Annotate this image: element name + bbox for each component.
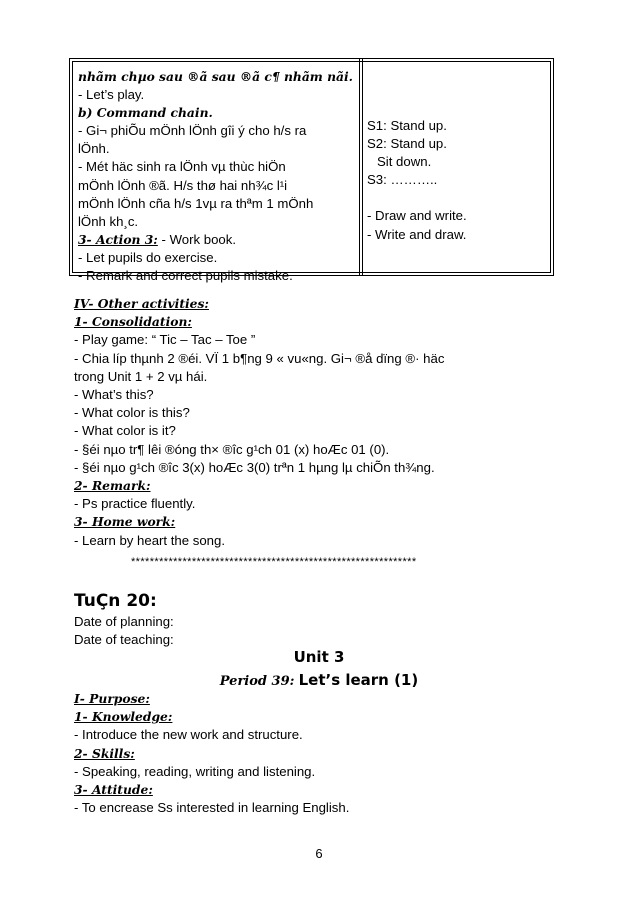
date-of-teaching: Date of teaching:	[74, 632, 174, 648]
table-line: - Write and draw.	[367, 226, 467, 242]
table-line-action	[78, 231, 360, 249]
column-divider-double	[362, 59, 363, 275]
text-line: - Speaking, reading, writing and listening.	[74, 763, 316, 779]
text-line: trong Unit 1 + 2 vµ hái.	[74, 368, 208, 384]
knowledge-heading: 1- Knowledge:	[74, 709, 173, 725]
table-line: Sit down.	[377, 154, 432, 170]
attitude-heading: 3- Attitude:	[74, 782, 153, 798]
text-line: - §éi nµo tr¶ lêi ®óng th× ®îc g¹ch 01 (x) hoÆc 01 (0).	[74, 441, 390, 457]
action-3-heading: 3- Action 3:	[78, 231, 158, 247]
skills-heading: 2- Skills:	[74, 745, 135, 761]
table-line: S1: Stand up.	[367, 118, 447, 133]
separator-stars: *************************************************************	[131, 556, 417, 568]
purpose-section	[74, 690, 554, 817]
table-cell-student-activities	[367, 117, 547, 244]
text-line: - Ps practice fluently.	[74, 496, 196, 512]
text-line: - §éi nµo g¹ch ®îc 3(x) hoÆc 3(0) trªn 1 hµng lµ chiÕn th¾ng.	[74, 459, 435, 475]
text-line: - Learn by heart the song.	[74, 532, 226, 548]
dates-block	[74, 613, 554, 649]
remark-heading: 2- Remark:	[74, 478, 151, 494]
period-title	[0, 671, 638, 689]
table-line: - Let’s play.	[78, 87, 145, 103]
action-3-text: - Work book.	[161, 231, 237, 247]
table-line: nhãm chµo sau ®ã sau ®ã c¶ nhãm nãi.	[78, 69, 353, 84]
table-line: b) Command chain.	[78, 105, 213, 121]
homework-heading: 3- Home work:	[74, 514, 176, 530]
period-label: Period 39:	[219, 674, 295, 689]
table-line: - Draw and write.	[367, 208, 467, 224]
text-line: - What color is it?	[74, 423, 176, 439]
page-number: 6	[315, 846, 323, 861]
table-line: lÖnh.	[78, 141, 110, 157]
table-line: S2: Stand up.	[367, 136, 447, 152]
lesson-name: Let’s learn (1)	[298, 671, 419, 689]
table-line: - Gi¬ phiÕu mÖnh lÖnh gîi ý cho h/s ra	[78, 123, 307, 139]
date-of-planning: Date of planning:	[74, 614, 174, 629]
table-line: lÖnh kh¸c.	[78, 213, 139, 229]
table-line: - Mét häc sinh ra lÖnh vµ thùc hiÖn	[78, 159, 286, 175]
table-line-blank	[367, 189, 547, 207]
other-activities-section	[74, 295, 554, 550]
section-heading: IV- Other activities:	[74, 296, 209, 311]
lesson-table	[69, 58, 554, 284]
table-cell-teacher-activities	[78, 68, 360, 285]
text-line: - Introduce the new work and structure.	[74, 727, 303, 743]
text-line: - Chia líp thµnh 2 ®éi. VÏ 1 b¶ng 9 « vu«ng. Gi¬ ®å dïng ®· häc	[74, 350, 445, 366]
text-line: - What color is this?	[74, 405, 190, 421]
purpose-heading: I- Purpose:	[74, 691, 150, 706]
table-line: mÖnh lÖnh cña h/s 1vµ ra thªm 1 mÖnh	[78, 195, 314, 211]
text-line: - Play game: “ Tic – Tac – Toe ”	[74, 332, 256, 348]
table-line: S3: ………..	[367, 172, 438, 188]
text-line: - What’s this?	[74, 387, 154, 403]
unit-title: Unit 3	[293, 648, 345, 666]
week-title: TuÇn 20:	[74, 591, 157, 611]
table-line: - Let pupils do exercise.	[78, 249, 218, 265]
consolidation-heading: 1- Consolidation:	[74, 314, 192, 330]
text-line: - To encrease Ss interested in learning English.	[74, 800, 350, 816]
table-line: - Remark and correct pupils mistake.	[78, 268, 293, 284]
table-line: mÖnh lÖnh ®ã. H/s thø hai nh¾c l¹i	[78, 177, 288, 193]
